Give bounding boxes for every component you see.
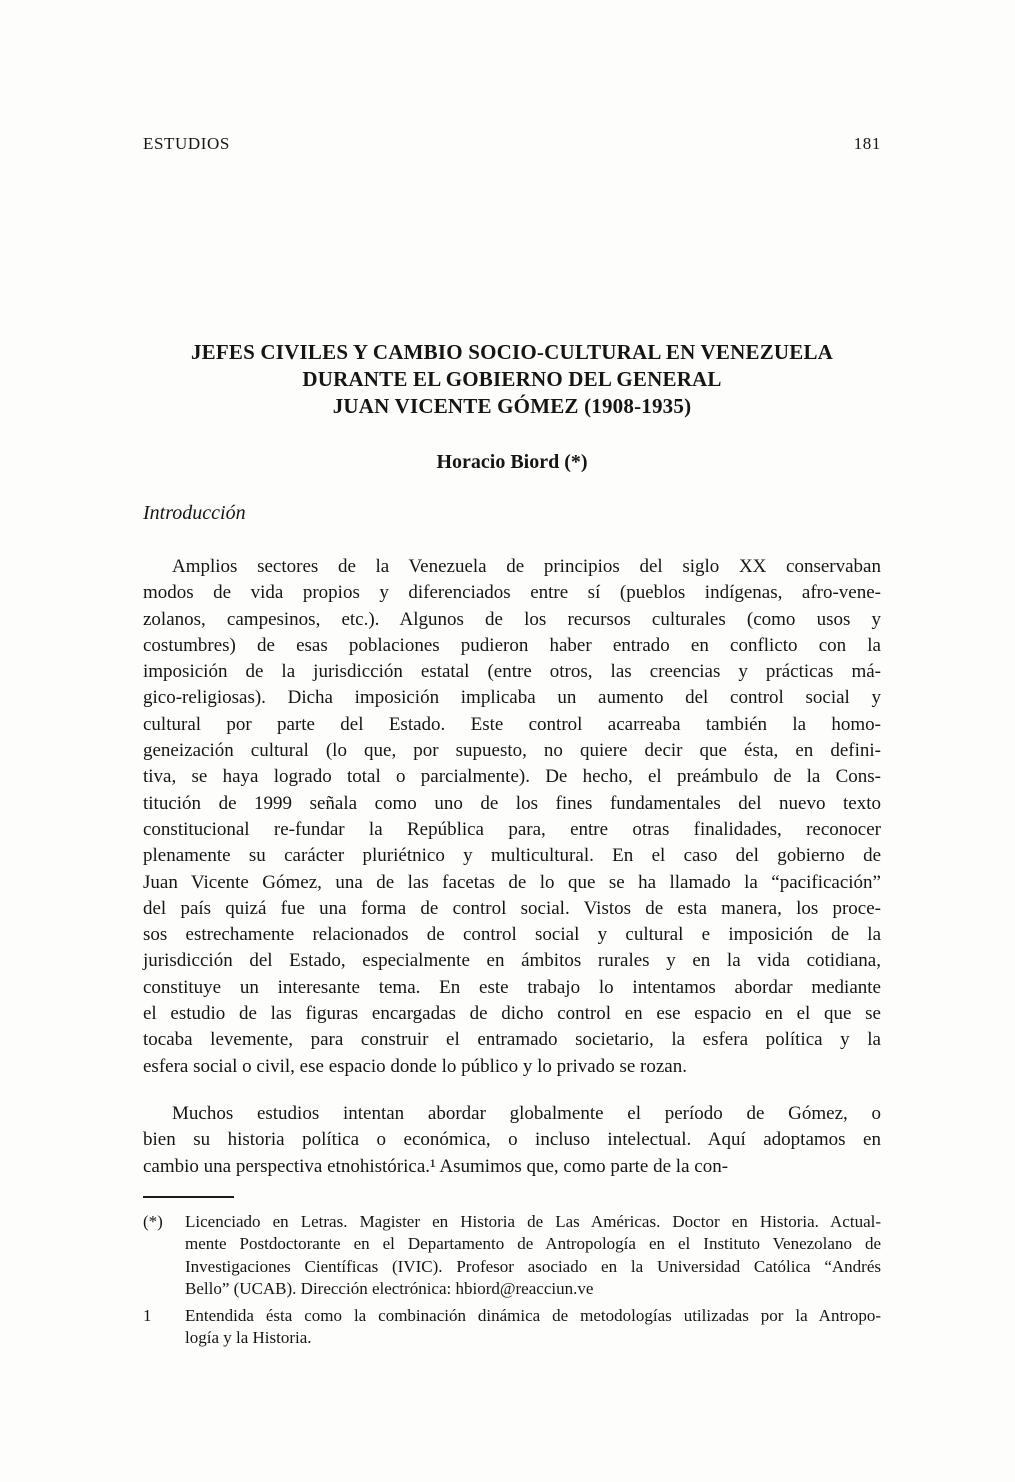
text-line: constitucional re-fundar la República para, entre otras finalidades, reconocer bbox=[143, 818, 881, 840]
author-line: Horacio Biord (*) bbox=[436, 451, 588, 473]
text-line: plenamente su carácter pluriétnico y multicultural. En el caso del gobierno de bbox=[143, 845, 881, 867]
text-line: sos estrechamente relacionados de control social y cultural e imposición de la bbox=[143, 924, 881, 946]
text-line: geneización cultural (lo que, por supuesto, no quiere decir que ésta, en defini- bbox=[143, 740, 881, 762]
footnotes bbox=[143, 1211, 881, 1349]
text-line: JEFES CIVILES Y CAMBIO SOCIO-CULTURAL EN VENEZUELA bbox=[190, 340, 834, 364]
footnote-author bbox=[143, 1211, 881, 1301]
section-heading: Introducción bbox=[143, 502, 246, 524]
footnote-text bbox=[185, 1305, 881, 1350]
footnote-1 bbox=[143, 1305, 881, 1350]
article-title bbox=[143, 339, 881, 420]
text-line: Investigaciones Científicas (IVIC). Profesor asociado en la Universidad Católica “Andrés bbox=[185, 1256, 881, 1276]
paragraph-intro-1 bbox=[143, 554, 881, 1080]
text-line: modos de vida propios y diferenciados entre sí (pueblos indígenas, afro-vene- bbox=[143, 582, 881, 604]
text-line: JUAN VICENTE GÓMEZ (1908-1935) bbox=[332, 394, 692, 418]
footnote-text bbox=[185, 1211, 881, 1301]
text-line: Licenciado en Letras. Magister en Historia de Las Américas. Doctor en Historia. Actual- bbox=[185, 1212, 881, 1231]
text-line: Bello” (UCAB). Dirección electrónica: hbiord@reacciun.ve bbox=[185, 1279, 594, 1299]
text-line: Entendida ésta como la combinación dinámica de metodologías utilizadas por la Antropo- bbox=[185, 1305, 881, 1325]
paragraph-intro-2 bbox=[143, 1101, 881, 1180]
text-line: imposición de la jurisdicción estatal (entre otros, las creencias y prácticas má- bbox=[143, 661, 881, 683]
text-line: gico-religiosas). Dicha imposición implicaba un aumento del control social y bbox=[143, 687, 881, 709]
running-head: ESTUDIOS bbox=[143, 134, 230, 153]
text-line: cultural por parte del Estado. Este control acarreaba también la homo- bbox=[143, 713, 881, 735]
text-line: el estudio de las figuras encargadas de dicho control en ese espacio en el que se bbox=[143, 1003, 881, 1025]
text-line: Juan Vicente Gómez, una de las facetas de lo que se ha llamado la “pacificación” bbox=[143, 871, 881, 893]
page-header bbox=[143, 134, 881, 154]
text-line: Muchos estudios intentan abordar globalmente el período de Gómez, o bbox=[172, 1103, 881, 1124]
footnote-marker: (*) bbox=[143, 1212, 163, 1231]
text-line: tocaba levemente, para construir el entramado societario, la esfera política y la bbox=[143, 1029, 881, 1051]
page-number: 181 bbox=[853, 134, 881, 153]
text-line: logía y la Historia. bbox=[185, 1328, 312, 1348]
text-line: costumbres) de esas poblaciones pudieron haber entrado en conflicto con la bbox=[143, 634, 881, 656]
text-line: Amplios sectores de la Venezuela de principios del siglo XX conservaban bbox=[172, 556, 881, 577]
text-line: constituye un interesante tema. En este trabajo lo intentamos abordar mediante bbox=[143, 976, 881, 998]
text-line: esfera social o civil, ese espacio donde lo público y lo privado se rozan. bbox=[143, 1055, 687, 1077]
footnote-marker: 1 bbox=[143, 1305, 152, 1325]
text-line: mente Postdoctorante en el Departamento de Antropología en el Instituto Venezolano de bbox=[185, 1234, 881, 1254]
text-line: cambio una perspectiva etnohistórica.¹ Asumimos que, como parte de la con- bbox=[143, 1155, 729, 1177]
text-line: bien su historia política o económica, o incluso intelectual. Aquí adoptamos en bbox=[143, 1129, 881, 1151]
text-line: DURANTE EL GOBIERNO DEL GENERAL bbox=[302, 367, 722, 391]
text-line: jurisdicción del Estado, especialmente en ámbitos rurales y en la vida cotidiana, bbox=[143, 950, 881, 972]
footnote-separator bbox=[143, 1196, 234, 1198]
text-line: titución de 1999 señala como uno de los fines fundamentales del nuevo texto bbox=[143, 792, 881, 814]
text-line: zolanos, campesinos, etc.). Algunos de los recursos culturales (como usos y bbox=[143, 608, 881, 630]
text-line: tiva, se haya logrado total o parcialmente). De hecho, el preámbulo de la Cons- bbox=[143, 766, 881, 788]
text-line: del país quizá fue una forma de control social. Vistos de esta manera, los proce- bbox=[143, 897, 881, 919]
